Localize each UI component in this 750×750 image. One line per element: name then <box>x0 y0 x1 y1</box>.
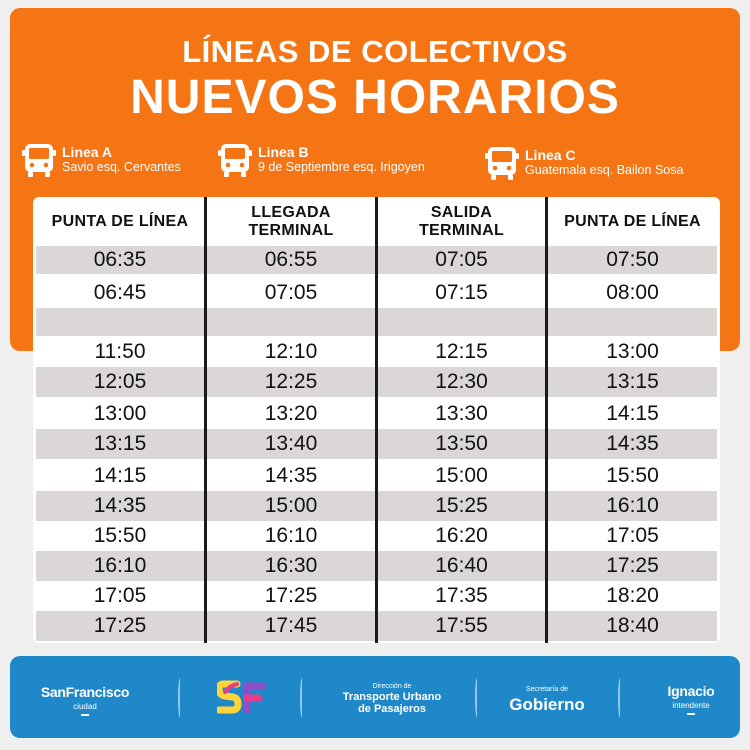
footer-separator <box>178 678 182 718</box>
table-cell: 15:00 <box>435 464 488 487</box>
bus-icon <box>22 142 56 178</box>
table-cell: 12:15 <box>435 340 488 363</box>
line-name: Linea B <box>258 144 309 160</box>
page-subtitle: NUEVOS HORARIOS <box>130 71 620 124</box>
table-cell: 17:35 <box>435 584 488 607</box>
line-name: Linea A <box>62 144 113 160</box>
table-cell: 12:05 <box>93 370 147 393</box>
line-address: 9 de Septiembre esq. Irigoyen <box>258 160 425 174</box>
san-francisco-logo <box>20 684 150 716</box>
table-cell: 17:25 <box>264 584 318 607</box>
column-header-line2: TERMINAL <box>418 222 505 239</box>
column-header <box>36 200 204 244</box>
table-cell: 15:50 <box>93 524 147 547</box>
table-cell: 18:40 <box>606 614 659 637</box>
page-title: LÍNEAS DE COLECTIVOS <box>182 34 568 69</box>
table-cell: 13:30 <box>435 402 488 425</box>
table-cell: 14:35 <box>93 494 147 517</box>
table-cell: 17:55 <box>435 614 488 637</box>
sf-logo-icon <box>217 678 269 722</box>
column-header <box>548 200 717 244</box>
column-header-line1: PUNTA DE LÍNEA <box>564 213 701 230</box>
table-cell: 16:10 <box>93 554 147 577</box>
table-cell: 16:40 <box>435 554 488 577</box>
line-text <box>525 148 683 178</box>
table-cell: 13:40 <box>264 432 318 455</box>
table-cell: 12:10 <box>264 340 318 363</box>
table-cell <box>548 308 717 336</box>
table-cell: 17:05 <box>606 524 659 547</box>
table-cell: 07:50 <box>606 248 659 271</box>
table-cell: 12:25 <box>264 370 318 393</box>
table-cell: 06:55 <box>264 248 318 271</box>
footer-separator <box>618 678 622 718</box>
footer-separator <box>300 678 304 718</box>
table-cell: 13:20 <box>264 402 318 425</box>
table-cell: 15:50 <box>606 464 659 487</box>
table-cell: 16:30 <box>264 554 318 577</box>
table-cell: 11:50 <box>94 340 146 363</box>
secretaria-main: Gobierno <box>509 695 585 714</box>
table-cell: 13:15 <box>606 370 659 393</box>
bus-icon <box>218 142 252 178</box>
table-cell: 08:00 <box>606 281 659 304</box>
table-cell: 14:35 <box>264 464 318 487</box>
table-cell: 15:25 <box>435 494 488 517</box>
table-cell: 06:35 <box>93 248 147 271</box>
secretaria-gobierno <box>497 686 597 715</box>
table-cell: 13:00 <box>93 402 147 425</box>
table-cell: 13:00 <box>606 340 659 363</box>
secretaria-small: Secretaría de <box>525 686 569 693</box>
table-cell: 17:45 <box>264 614 318 637</box>
table-cell: 07:15 <box>435 281 488 304</box>
table-cell: 06:45 <box>93 281 147 304</box>
table-cell: 14:15 <box>606 402 659 425</box>
table-cell: 07:05 <box>435 248 488 271</box>
bus-icon <box>485 145 519 181</box>
line-text <box>258 145 425 175</box>
footer-separator <box>475 678 479 718</box>
san-francisco-text: SanFrancisco <box>40 684 130 700</box>
table-cell: 17:25 <box>93 614 147 637</box>
table-cell: 15:00 <box>264 494 318 517</box>
san-francisco-sub: ciudad <box>73 702 97 711</box>
table-cell: 16:10 <box>606 494 659 517</box>
table-cell: 17:25 <box>606 554 659 577</box>
column-header-line1: PUNTA DE LÍNEA <box>51 213 189 230</box>
table-cell <box>378 308 545 336</box>
column-header <box>378 200 545 244</box>
table-cell: 18:20 <box>606 584 659 607</box>
ignacio-text: Ignacio <box>667 683 715 699</box>
line-text <box>62 145 181 175</box>
table-cell: 12:30 <box>435 370 488 393</box>
direccion-transporte <box>322 683 462 715</box>
column-header-line2: TERMINAL <box>248 222 334 239</box>
direccion-small: Dirección de <box>372 683 412 690</box>
line-address: Guatemala esq. Bailon Sosa <box>525 163 684 177</box>
direccion-main-2: de Pasajeros <box>358 703 426 715</box>
table-cell: 17:05 <box>93 584 147 607</box>
line-info-1 <box>22 142 181 178</box>
line-name: Linea C <box>525 147 576 163</box>
column-header-line1: SALIDA <box>430 204 493 221</box>
table-cell: 16:20 <box>435 524 488 547</box>
ignacio-logo <box>648 683 734 715</box>
table-cell <box>207 308 375 336</box>
line-info-3 <box>485 145 683 181</box>
table-cell <box>36 308 204 336</box>
table-cell: 07:05 <box>264 281 318 304</box>
table-cell: 14:15 <box>93 464 147 487</box>
direccion-main-1: Transporte Urbano <box>342 691 442 703</box>
column-header-line1: LLEGADA <box>251 204 331 221</box>
column-header <box>207 200 375 244</box>
table-cell: 13:15 <box>93 432 147 455</box>
table-cell: 16:10 <box>264 524 318 547</box>
sf-logo <box>208 678 278 722</box>
ignacio-sub: intendente <box>672 701 710 710</box>
line-info-2 <box>218 142 425 178</box>
line-address: Savio esq. Cervantes <box>62 160 181 174</box>
table-cell: 13:50 <box>435 432 488 455</box>
table-cell: 14:35 <box>606 432 659 455</box>
